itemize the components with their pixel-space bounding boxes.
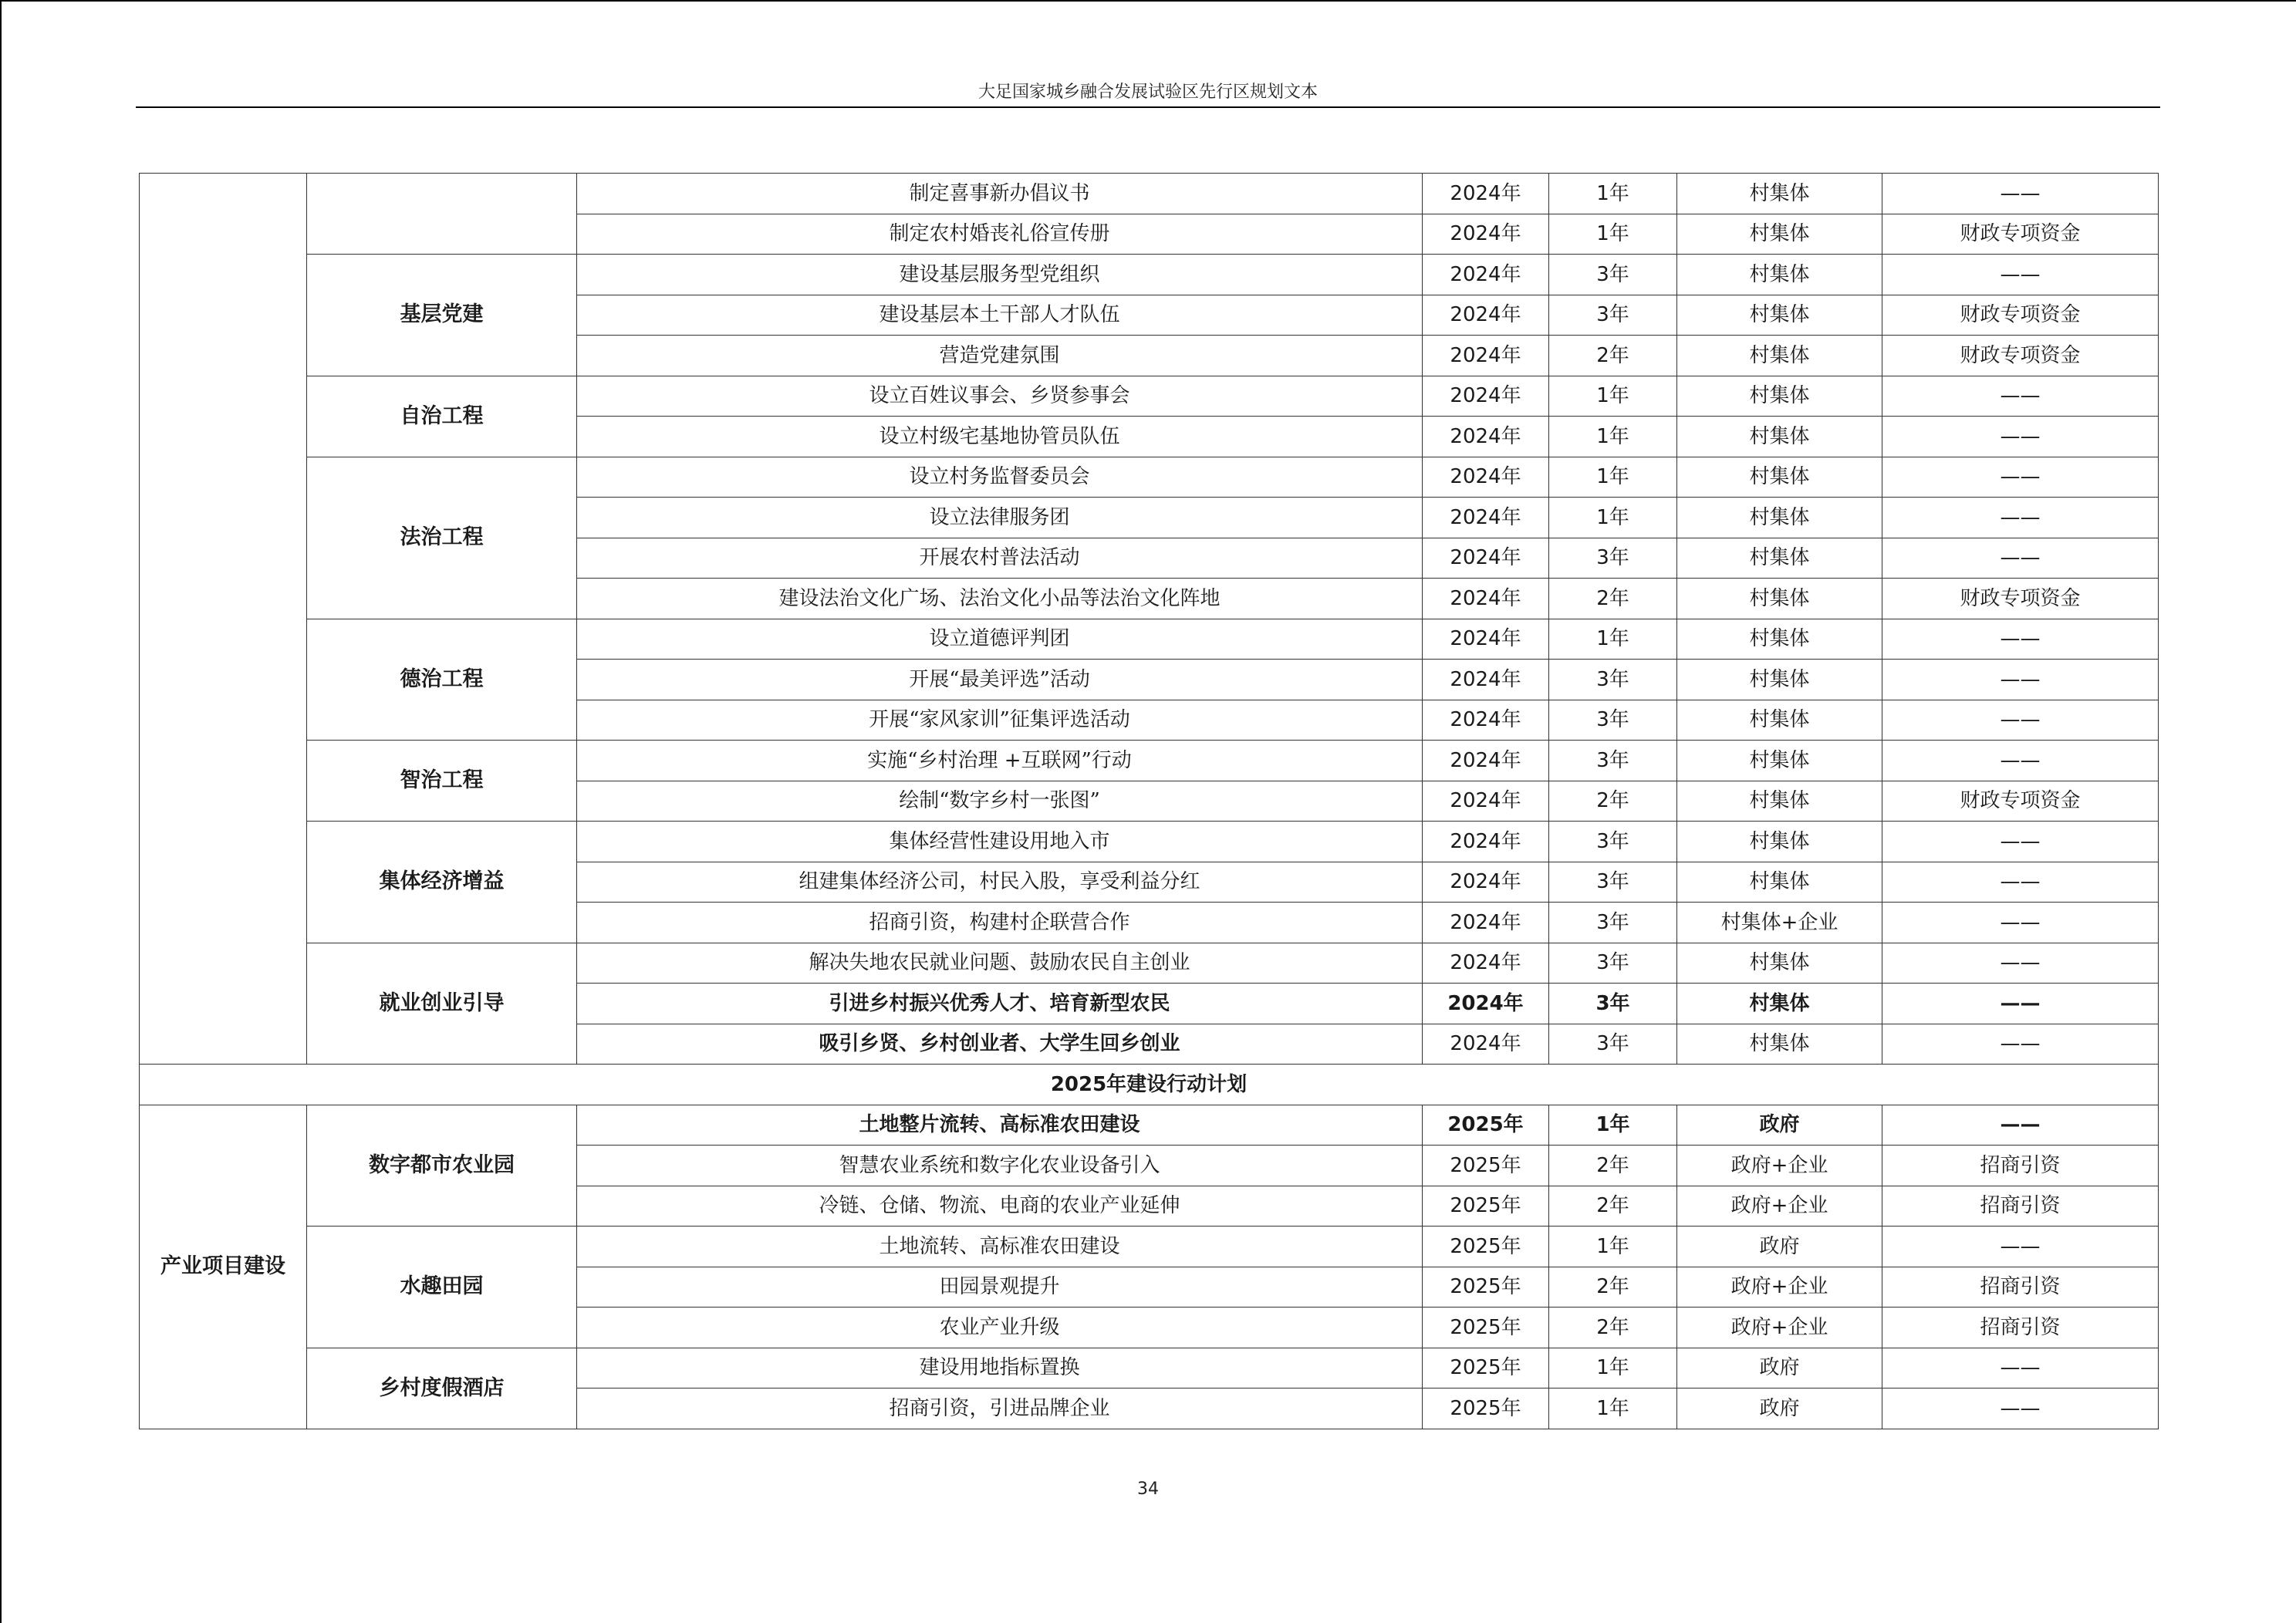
period-cell: 1年 <box>1549 457 1677 498</box>
fund-cell: —— <box>1882 943 2159 984</box>
start-year-cell: 2025年 <box>1423 1186 1549 1227</box>
fund-cell: —— <box>1882 1388 2159 1429</box>
period-cell: 3年 <box>1549 700 1677 741</box>
subject-cell: 村集体 <box>1677 619 1882 660</box>
period-cell: 1年 <box>1549 619 1677 660</box>
fund-cell: —— <box>1882 417 2159 457</box>
table-row <box>140 741 2159 781</box>
section-title-2025: 2025年建设行动计划 <box>140 1065 2159 1105</box>
subcategory-cell: 数字都市农业园 <box>307 1105 577 1227</box>
subject-cell: 村集体 <box>1677 1024 1882 1065</box>
subcategory-cell: 水趣田园 <box>307 1227 577 1348</box>
period-cell: 1年 <box>1549 1227 1677 1267</box>
table-row <box>140 943 2159 984</box>
period-cell: 2年 <box>1549 1146 1677 1186</box>
fund-cell: —— <box>1882 376 2159 417</box>
fund-cell: —— <box>1882 903 2159 943</box>
period-cell: 3年 <box>1549 741 1677 781</box>
item-cell: 设立道德评判团 <box>577 619 1423 660</box>
period-cell: 3年 <box>1549 903 1677 943</box>
start-year-cell: 2025年 <box>1423 1227 1549 1267</box>
subcategory-cell: 基层党建 <box>307 255 577 376</box>
period-cell: 2年 <box>1549 1186 1677 1227</box>
period-cell: 2年 <box>1549 336 1677 376</box>
subject-cell: 村集体 <box>1677 174 1882 214</box>
fund-cell: —— <box>1882 619 2159 660</box>
fund-cell: —— <box>1882 498 2159 538</box>
subject-cell: 村集体 <box>1677 660 1882 700</box>
start-year-cell: 2025年 <box>1423 1348 1549 1388</box>
start-year-cell: 2024年 <box>1423 1024 1549 1065</box>
start-year-cell: 2024年 <box>1423 619 1549 660</box>
table-row <box>140 174 2159 214</box>
item-cell: 招商引资，引进品牌企业 <box>577 1388 1423 1429</box>
subject-cell: 政府 <box>1677 1227 1882 1267</box>
period-cell: 1年 <box>1549 376 1677 417</box>
fund-cell: —— <box>1882 1105 2159 1146</box>
item-cell: 开展“家风家训”征集评选活动 <box>577 700 1423 741</box>
start-year-cell: 2024年 <box>1423 700 1549 741</box>
page-header: 大足国家城乡融合发展试验区先行区规划文本 <box>977 83 1318 102</box>
item-cell: 建设用地指标置换 <box>577 1348 1423 1388</box>
fund-cell: —— <box>1882 984 2159 1024</box>
subject-cell: 村集体 <box>1677 984 1882 1024</box>
fund-cell: —— <box>1882 457 2159 498</box>
period-cell: 3年 <box>1549 295 1677 336</box>
subcategory-cell: 智治工程 <box>307 741 577 822</box>
start-year-cell: 2024年 <box>1423 903 1549 943</box>
item-cell: 农业产业升级 <box>577 1308 1423 1348</box>
page-border-left <box>0 0 2 1623</box>
subject-cell: 政府+企业 <box>1677 1267 1882 1308</box>
start-year-cell: 2024年 <box>1423 255 1549 295</box>
subject-cell: 村集体+企业 <box>1677 903 1882 943</box>
table-row <box>140 376 2159 417</box>
start-year-cell: 2024年 <box>1423 741 1549 781</box>
subcategory-cell: 集体经济增益 <box>307 822 577 943</box>
subject-cell: 村集体 <box>1677 741 1882 781</box>
start-year-cell: 2024年 <box>1423 862 1549 903</box>
period-cell: 3年 <box>1549 255 1677 295</box>
item-cell: 招商引资，构建村企联营合作 <box>577 903 1423 943</box>
start-year-cell: 2025年 <box>1423 1308 1549 1348</box>
start-year-cell: 2024年 <box>1423 214 1549 255</box>
table-row <box>140 255 2159 295</box>
table-row <box>140 1227 2159 1267</box>
item-cell: 冷链、仓储、物流、电商的农业产业延伸 <box>577 1186 1423 1227</box>
subject-cell: 村集体 <box>1677 295 1882 336</box>
item-cell: 土地整片流转、高标准农田建设 <box>577 1105 1423 1146</box>
item-cell: 集体经营性建设用地入市 <box>577 822 1423 862</box>
fund-cell: —— <box>1882 174 2159 214</box>
fund-cell: 招商引资 <box>1882 1186 2159 1227</box>
table-row <box>140 619 2159 660</box>
period-cell: 3年 <box>1549 660 1677 700</box>
period-cell: 1年 <box>1549 417 1677 457</box>
item-cell: 开展农村普法活动 <box>577 538 1423 579</box>
start-year-cell: 2024年 <box>1423 174 1549 214</box>
fund-cell: 财政专项资金 <box>1882 781 2159 822</box>
subject-cell: 村集体 <box>1677 822 1882 862</box>
subject-cell: 村集体 <box>1677 579 1882 619</box>
page-border-top <box>0 0 2296 2</box>
item-cell: 设立百姓议事会、乡贤参事会 <box>577 376 1423 417</box>
fund-cell: 招商引资 <box>1882 1267 2159 1308</box>
item-cell: 田园景观提升 <box>577 1267 1423 1308</box>
start-year-cell: 2024年 <box>1423 538 1549 579</box>
start-year-cell: 2025年 <box>1423 1267 1549 1308</box>
subject-cell: 村集体 <box>1677 417 1882 457</box>
item-cell: 建设基层服务型党组织 <box>577 255 1423 295</box>
item-cell: 智慧农业系统和数字化农业设备引入 <box>577 1146 1423 1186</box>
subject-cell: 村集体 <box>1677 457 1882 498</box>
subject-cell: 村集体 <box>1677 862 1882 903</box>
start-year-cell: 2024年 <box>1423 579 1549 619</box>
header-rule <box>136 106 2160 108</box>
period-cell: 1年 <box>1549 1348 1677 1388</box>
fund-cell: —— <box>1882 1227 2159 1267</box>
start-year-cell: 2024年 <box>1423 295 1549 336</box>
subcategory-cell: 法治工程 <box>307 457 577 619</box>
page-number: 34 <box>1137 1480 1159 1499</box>
fund-cell: —— <box>1882 862 2159 903</box>
subcategory-cell: 就业创业引导 <box>307 943 577 1065</box>
subject-cell: 政府 <box>1677 1105 1882 1146</box>
subject-cell: 村集体 <box>1677 498 1882 538</box>
start-year-cell: 2024年 <box>1423 660 1549 700</box>
fund-cell: —— <box>1882 1348 2159 1388</box>
item-cell: 开展“最美评选”活动 <box>577 660 1423 700</box>
fund-cell: 财政专项资金 <box>1882 336 2159 376</box>
start-year-cell: 2024年 <box>1423 943 1549 984</box>
start-year-cell: 2025年 <box>1423 1146 1549 1186</box>
subject-cell: 村集体 <box>1677 376 1882 417</box>
subject-cell: 村集体 <box>1677 336 1882 376</box>
subject-cell: 村集体 <box>1677 700 1882 741</box>
period-cell: 1年 <box>1549 1388 1677 1429</box>
fund-cell: —— <box>1882 255 2159 295</box>
item-cell: 土地流转、高标准农田建设 <box>577 1227 1423 1267</box>
period-cell: 2年 <box>1549 781 1677 822</box>
item-cell: 组建集体经济公司，村民入股，享受利益分红 <box>577 862 1423 903</box>
item-cell: 绘制“数字乡村一张图” <box>577 781 1423 822</box>
start-year-cell: 2024年 <box>1423 498 1549 538</box>
category-cell-continued <box>140 174 307 1065</box>
subject-cell: 村集体 <box>1677 255 1882 295</box>
subject-cell: 村集体 <box>1677 538 1882 579</box>
subject-cell: 政府+企业 <box>1677 1186 1882 1227</box>
subcategory-cell: 乡村度假酒店 <box>307 1348 577 1429</box>
item-cell: 设立村级宅基地协管员队伍 <box>577 417 1423 457</box>
fund-cell: 招商引资 <box>1882 1146 2159 1186</box>
start-year-cell: 2024年 <box>1423 417 1549 457</box>
table-row <box>140 822 2159 862</box>
fund-cell: 财政专项资金 <box>1882 214 2159 255</box>
period-cell: 1年 <box>1549 214 1677 255</box>
subcategory-cell <box>307 174 577 255</box>
fund-cell: —— <box>1882 822 2159 862</box>
item-cell: 建设法治文化广场、法治文化小品等法治文化阵地 <box>577 579 1423 619</box>
subcategory-cell: 自治工程 <box>307 376 577 457</box>
period-cell: 3年 <box>1549 538 1677 579</box>
item-cell: 制定喜事新办倡议书 <box>577 174 1423 214</box>
start-year-cell: 2024年 <box>1423 457 1549 498</box>
fund-cell: 财政专项资金 <box>1882 295 2159 336</box>
item-cell: 建设基层本土干部人才队伍 <box>577 295 1423 336</box>
subject-cell: 政府+企业 <box>1677 1308 1882 1348</box>
period-cell: 2年 <box>1549 1267 1677 1308</box>
item-cell: 制定农村婚丧礼俗宣传册 <box>577 214 1423 255</box>
fund-cell: —— <box>1882 700 2159 741</box>
subject-cell: 政府+企业 <box>1677 1146 1882 1186</box>
item-cell: 营造党建氛围 <box>577 336 1423 376</box>
table-row <box>140 1105 2159 1146</box>
subject-cell: 村集体 <box>1677 943 1882 984</box>
fund-cell: —— <box>1882 538 2159 579</box>
action-plan-table <box>139 173 2159 1429</box>
table-row <box>140 457 2159 498</box>
item-cell: 吸引乡贤、乡村创业者、大学生回乡创业 <box>577 1024 1423 1065</box>
item-cell: 设立法律服务团 <box>577 498 1423 538</box>
table-row <box>140 1348 2159 1388</box>
item-cell: 实施“乡村治理 +互联网”行动 <box>577 741 1423 781</box>
fund-cell: —— <box>1882 1024 2159 1065</box>
period-cell: 1年 <box>1549 1105 1677 1146</box>
item-cell: 引进乡村振兴优秀人才、培育新型农民 <box>577 984 1423 1024</box>
period-cell: 3年 <box>1549 943 1677 984</box>
item-cell: 设立村务监督委员会 <box>577 457 1423 498</box>
period-cell: 3年 <box>1549 862 1677 903</box>
fund-cell: 招商引资 <box>1882 1308 2159 1348</box>
category-cell: 产业项目建设 <box>140 1105 307 1429</box>
item-cell: 解决失地农民就业问题、鼓励农民自主创业 <box>577 943 1423 984</box>
section-header-row <box>140 1065 2159 1105</box>
period-cell: 2年 <box>1549 579 1677 619</box>
subject-cell: 政府 <box>1677 1388 1882 1429</box>
fund-cell: 财政专项资金 <box>1882 579 2159 619</box>
start-year-cell: 2024年 <box>1423 376 1549 417</box>
start-year-cell: 2025年 <box>1423 1388 1549 1429</box>
fund-cell: —— <box>1882 660 2159 700</box>
fund-cell: —— <box>1882 741 2159 781</box>
period-cell: 3年 <box>1549 822 1677 862</box>
period-cell: 3年 <box>1549 984 1677 1024</box>
start-year-cell: 2024年 <box>1423 781 1549 822</box>
period-cell: 1年 <box>1549 498 1677 538</box>
start-year-cell: 2024年 <box>1423 822 1549 862</box>
period-cell: 2年 <box>1549 1308 1677 1348</box>
subject-cell: 村集体 <box>1677 214 1882 255</box>
start-year-cell: 2025年 <box>1423 1105 1549 1146</box>
subject-cell: 村集体 <box>1677 781 1882 822</box>
subcategory-cell: 德治工程 <box>307 619 577 741</box>
subject-cell: 政府 <box>1677 1348 1882 1388</box>
period-cell: 1年 <box>1549 174 1677 214</box>
period-cell: 3年 <box>1549 1024 1677 1065</box>
start-year-cell: 2024年 <box>1423 336 1549 376</box>
start-year-cell: 2024年 <box>1423 984 1549 1024</box>
